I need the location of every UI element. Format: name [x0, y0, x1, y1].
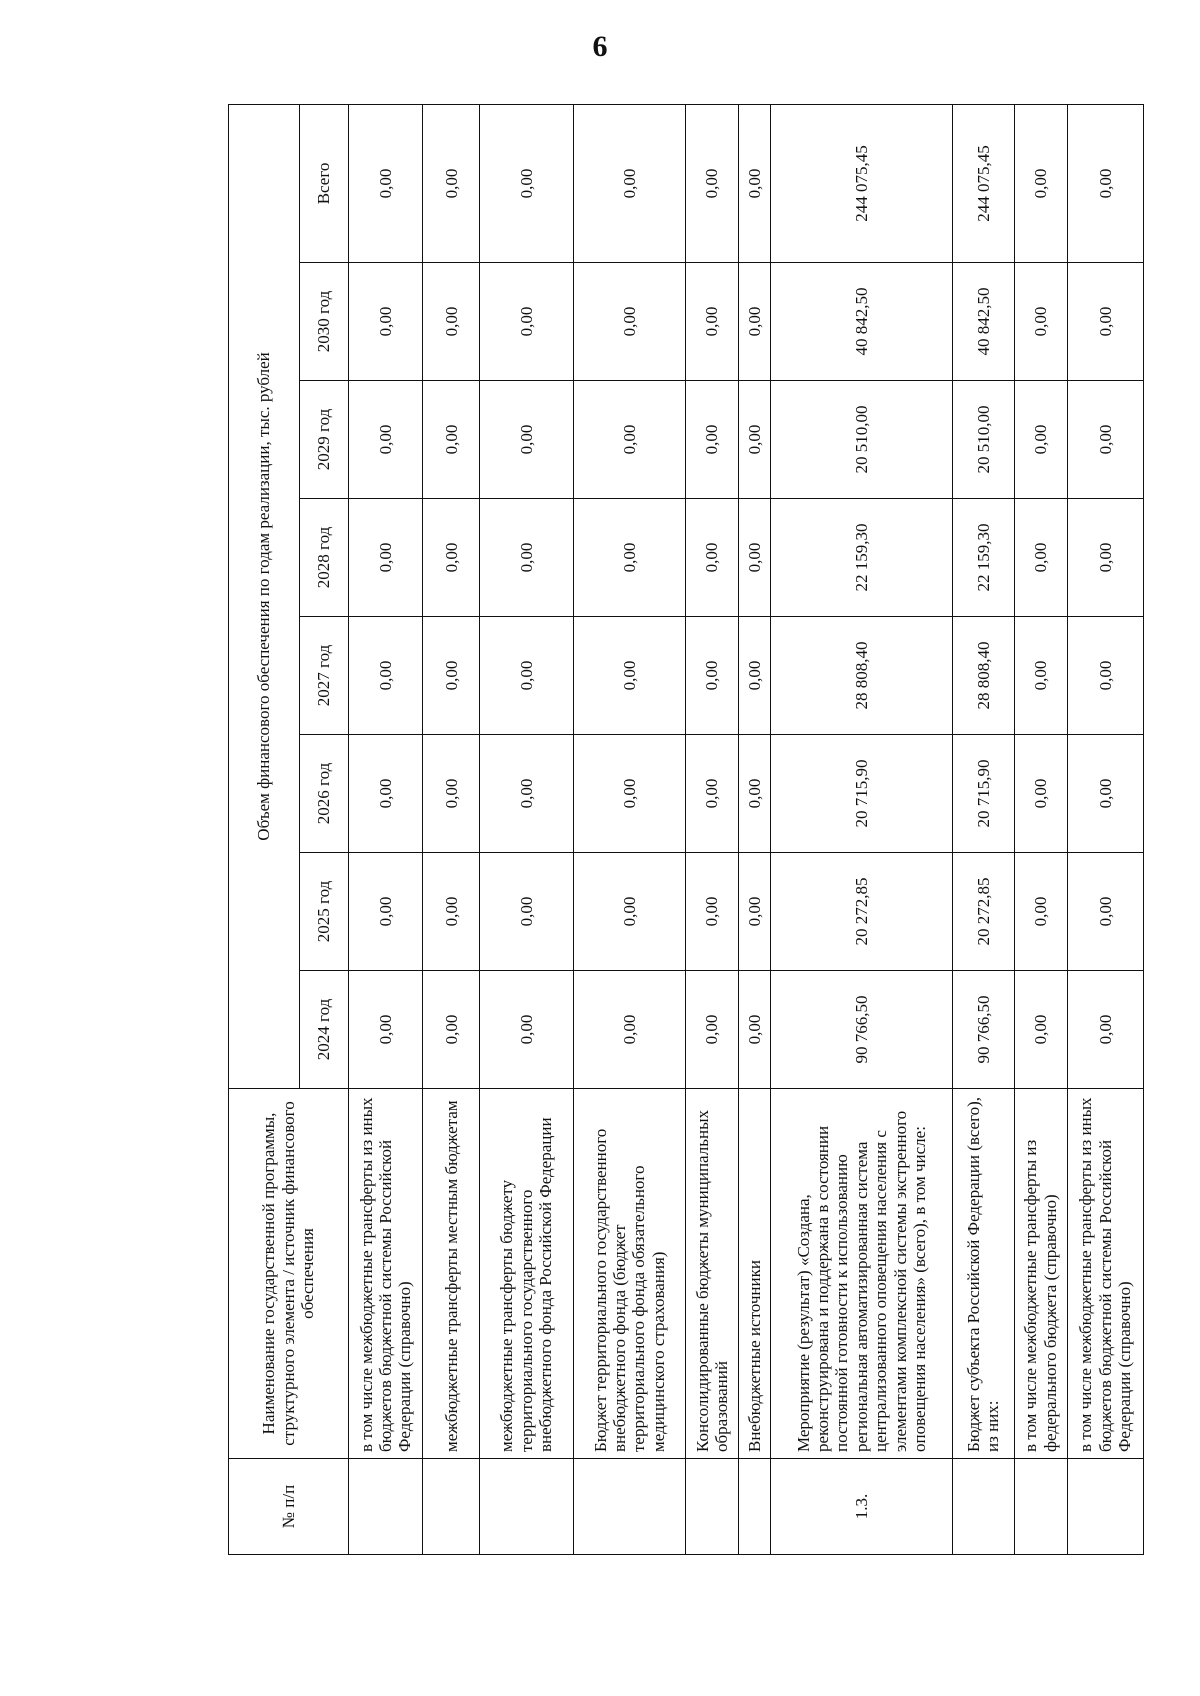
cell-year-value: 0,00 [423, 263, 480, 381]
header-financing-group: Объем финансового обеспечения по годам реализации, тыс. рублей [229, 104, 300, 1088]
cell-year-value: 0,00 [573, 617, 685, 735]
cell-year-value: 0,00 [739, 499, 771, 617]
row-number [953, 1459, 1014, 1555]
row-source-name: в том числе межбюджетные трансферты из иных бюджетов бюджетной системы Российской Федерации (справочно) [349, 1089, 423, 1459]
row-number [349, 1459, 423, 1555]
cell-year-value: 0,00 [573, 499, 685, 617]
row-number [423, 1459, 480, 1555]
cell-year-value: 0,00 [1014, 853, 1067, 971]
cell-year-value: 0,00 [349, 263, 423, 381]
cell-total: 0,00 [423, 104, 480, 262]
cell-year-value: 0,00 [686, 381, 739, 499]
header-total: Всего [300, 104, 349, 262]
cell-year-value: 0,00 [349, 617, 423, 735]
cell-year-value: 0,00 [349, 971, 423, 1089]
cell-year-value: 0,00 [423, 381, 480, 499]
cell-year-value: 40 842,50 [770, 263, 952, 381]
cell-year-value: 0,00 [1067, 735, 1143, 853]
cell-year-value: 0,00 [686, 971, 739, 1089]
row-number [1067, 1459, 1143, 1555]
cell-year-value: 22 159,30 [953, 499, 1014, 617]
cell-year-value: 0,00 [1014, 381, 1067, 499]
cell-year-value: 90 766,50 [953, 971, 1014, 1089]
cell-year-value: 0,00 [1067, 971, 1143, 1089]
cell-year-value: 0,00 [739, 381, 771, 499]
cell-year-value: 0,00 [1067, 263, 1143, 381]
cell-year-value: 0,00 [739, 971, 771, 1089]
cell-year-value: 0,00 [573, 735, 685, 853]
header-year-2030: 2030 год [300, 263, 349, 381]
cell-year-value: 0,00 [1067, 853, 1143, 971]
row-source-name: Мероприятие (результат) «Создана, реконструирована и поддержана в состоянии постоянной готовности к использованию региональная автоматизированная система централизованного оповещения населения с элементами комплексной системы экстренного оповещения населения» (всего), в том числе: [770, 1089, 952, 1459]
cell-year-value: 20 715,90 [770, 735, 952, 853]
header-year-2026: 2026 год [300, 735, 349, 853]
table-frame [228, 105, 1144, 1555]
cell-year-value: 0,00 [1014, 617, 1067, 735]
header-year-2029: 2029 год [300, 381, 349, 499]
row-source-name: межбюджетные трансферты бюджету территориального государственного внебюджетного фонда Российской Федерации [480, 1089, 573, 1459]
header-year-2028: 2028 год [300, 499, 349, 617]
table-row [480, 104, 573, 1554]
cell-year-value: 0,00 [573, 381, 685, 499]
cell-year-value: 0,00 [480, 617, 573, 735]
table-row [573, 104, 685, 1554]
cell-total: 0,00 [1014, 104, 1067, 262]
cell-year-value: 20 510,00 [770, 381, 952, 499]
cell-year-value: 0,00 [739, 735, 771, 853]
cell-year-value: 0,00 [480, 381, 573, 499]
table-row [686, 104, 739, 1554]
cell-year-value: 0,00 [1014, 971, 1067, 1089]
row-number [480, 1459, 573, 1555]
cell-year-value: 0,00 [573, 853, 685, 971]
cell-year-value: 0,00 [739, 263, 771, 381]
cell-year-value: 90 766,50 [770, 971, 952, 1089]
cell-year-value: 0,00 [1014, 263, 1067, 381]
cell-year-value: 0,00 [686, 263, 739, 381]
header-year-2024: 2024 год [300, 971, 349, 1089]
cell-year-value: 0,00 [1014, 499, 1067, 617]
header-num: № п/п [229, 1459, 349, 1555]
cell-year-value: 0,00 [686, 853, 739, 971]
cell-total: 244 075,45 [770, 104, 952, 262]
cell-year-value: 0,00 [423, 735, 480, 853]
row-number [739, 1459, 771, 1555]
header-name: Наименование государственной программы, структурного элемента / источник финансового обеспечения [229, 1089, 349, 1459]
cell-total: 0,00 [349, 104, 423, 262]
cell-year-value: 40 842,50 [953, 263, 1014, 381]
table-row [953, 104, 1014, 1554]
row-source-name: в том числе межбюджетные трансферты из иных бюджетов бюджетной системы Российской Федерации (справочно) [1067, 1089, 1143, 1459]
cell-year-value: 0,00 [1014, 735, 1067, 853]
cell-total: 0,00 [1067, 104, 1143, 262]
table-row [423, 104, 480, 1554]
financing-table [228, 104, 1144, 1555]
table-row [739, 104, 771, 1554]
cell-year-value: 22 159,30 [770, 499, 952, 617]
cell-year-value: 0,00 [423, 617, 480, 735]
cell-year-value: 0,00 [423, 499, 480, 617]
cell-total: 0,00 [480, 104, 573, 262]
cell-year-value: 0,00 [349, 853, 423, 971]
cell-total: 0,00 [573, 104, 685, 262]
cell-year-value: 28 808,40 [770, 617, 952, 735]
cell-total: 0,00 [686, 104, 739, 262]
cell-total: 244 075,45 [953, 104, 1014, 262]
cell-year-value: 0,00 [480, 499, 573, 617]
rotated-sheet [228, 105, 1144, 1555]
table-body [349, 104, 1144, 1554]
table-row [770, 104, 952, 1554]
cell-year-value: 0,00 [686, 735, 739, 853]
cell-year-value: 20 715,90 [953, 735, 1014, 853]
row-source-name: Консолидированные бюджеты муниципальных образований [686, 1089, 739, 1459]
table-row [349, 104, 423, 1554]
cell-year-value: 28 808,40 [953, 617, 1014, 735]
cell-year-value: 0,00 [573, 263, 685, 381]
cell-year-value: 0,00 [349, 735, 423, 853]
row-number [686, 1459, 739, 1555]
cell-year-value: 0,00 [480, 971, 573, 1089]
cell-year-value: 20 272,85 [953, 853, 1014, 971]
cell-year-value: 0,00 [423, 971, 480, 1089]
row-source-name: межбюджетные трансферты местным бюджетам [423, 1089, 480, 1459]
cell-year-value: 0,00 [349, 381, 423, 499]
row-source-name: Бюджет субъекта Российской Федерации (всего), из них: [953, 1089, 1014, 1459]
cell-year-value: 0,00 [739, 853, 771, 971]
row-number [573, 1459, 685, 1555]
cell-year-value: 20 272,85 [770, 853, 952, 971]
row-source-name: Внебюджетные источники [739, 1089, 771, 1459]
cell-year-value: 0,00 [739, 617, 771, 735]
cell-year-value: 0,00 [1067, 617, 1143, 735]
cell-year-value: 0,00 [573, 971, 685, 1089]
row-source-name: в том числе межбюджетные трансферты из федерального бюджета (справочно) [1014, 1089, 1067, 1459]
cell-year-value: 0,00 [686, 617, 739, 735]
table-row [1014, 104, 1067, 1554]
table-row [1067, 104, 1143, 1554]
page-number: 6 [592, 30, 608, 63]
cell-year-value: 0,00 [480, 853, 573, 971]
cell-year-value: 0,00 [423, 853, 480, 971]
cell-year-value: 0,00 [349, 499, 423, 617]
cell-year-value: 0,00 [1067, 499, 1143, 617]
header-year-2025: 2025 год [300, 853, 349, 971]
cell-year-value: 0,00 [1067, 381, 1143, 499]
cell-total: 0,00 [739, 104, 771, 262]
header-year-2027: 2027 год [300, 617, 349, 735]
cell-year-value: 20 510,00 [953, 381, 1014, 499]
cell-year-value: 0,00 [480, 735, 573, 853]
row-number [1014, 1459, 1067, 1555]
cell-year-value: 0,00 [480, 263, 573, 381]
row-source-name: Бюджет территориального государственного внебюджетного фонда (бюджет территориального фонда обязательного медицинского страхования) [573, 1089, 685, 1459]
row-number: 1.3. [770, 1459, 952, 1555]
cell-year-value: 0,00 [686, 499, 739, 617]
